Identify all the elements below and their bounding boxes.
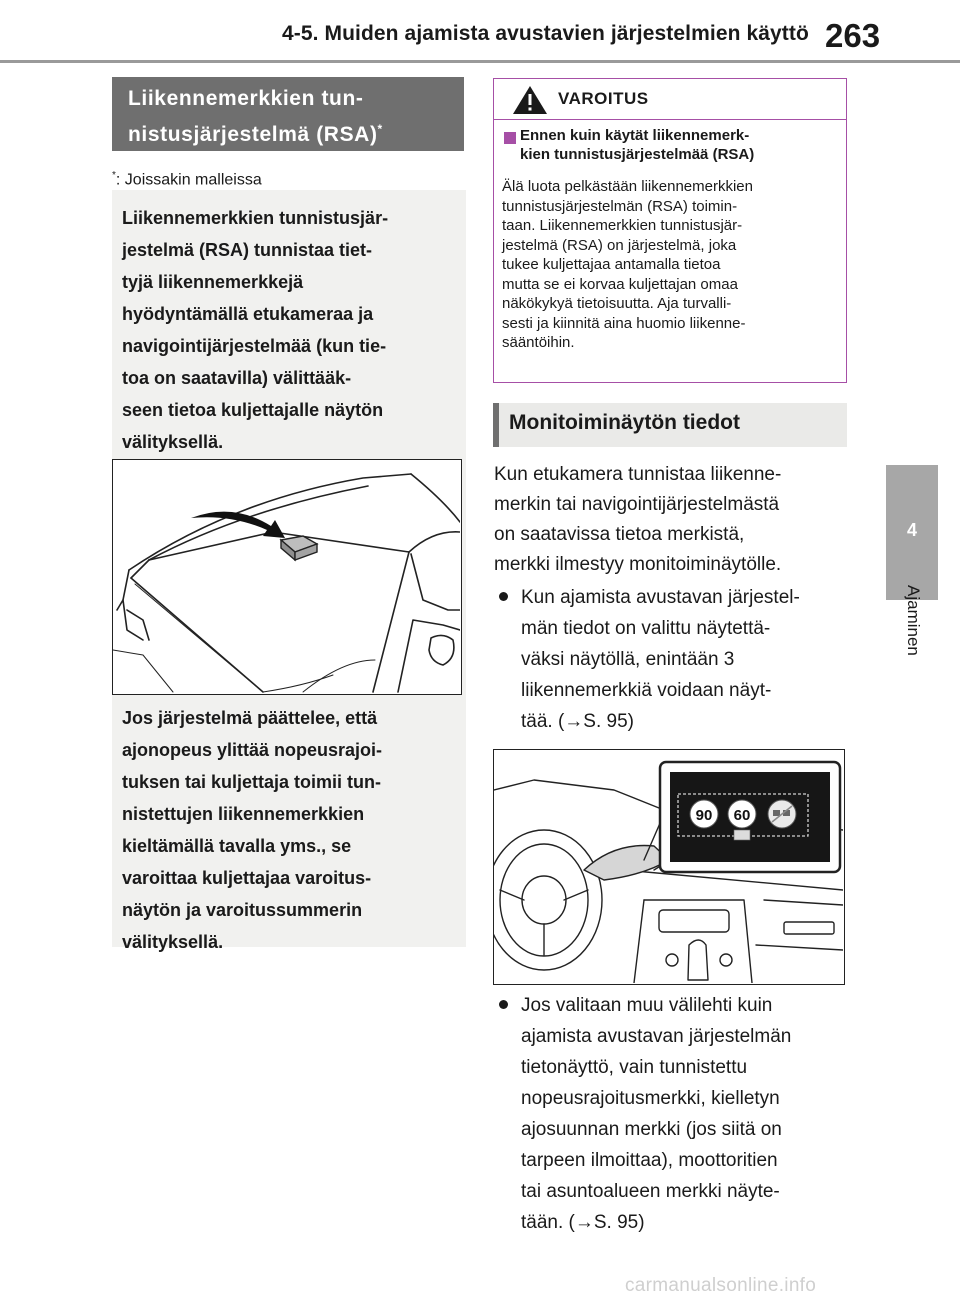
warning-triangle-icon — [512, 85, 548, 115]
info-heading-text: Monitoiminäytön tiedot — [509, 411, 740, 434]
chapter-number: 4 — [906, 520, 917, 540]
heading-footnote-mark: * — [377, 122, 383, 136]
bullet-text-1: Kun ajamista avustavan järjestel- män tiedot on valittu näytettä- väksi näytöllä, enintään 3 liikennemerkkiä voidaan näyt- tää. (→S. 95) — [521, 587, 800, 732]
chapter-label: Ajaminen — [904, 585, 923, 656]
warning-header — [494, 79, 846, 120]
intro-text: Liikennemerkkien tunnistusjär- jestelmä (RSA) tunnistaa tiet- tyjä liikennemerkkejä hyödyntämällä etukameraa ja navigointijärjestelmää (kun tie- toa on saatavilla) välittääk- seen tietoa kuljettajalle näytön välityksellä. — [122, 208, 389, 452]
warning-box — [493, 78, 847, 383]
dashboard-display-figure — [493, 749, 845, 985]
bullet-text-2: Jos valitaan muu välilehti kuin ajamista avustavan järjestelmän tietonäyttö, vain tunnistettu nopeusrajoitusmerkki, kielletyn ajosuunnan merkki (jos siitä on tarpeen ilmoittaa), moottoritien tai asuntoalueen merkki näyte- tään. (→S. 95) — [521, 995, 792, 1233]
section-heading-line1: Liikennemerkkien tun- — [128, 87, 364, 110]
windshield-camera-figure — [112, 459, 462, 695]
chapter-tab — [886, 465, 938, 600]
speed-sign-90: 90 — [695, 807, 713, 824]
display-callout — [660, 762, 840, 872]
header-title: 4-5. Muiden ajamista avustavien järjestelmien käyttö — [282, 22, 809, 45]
footnote — [112, 170, 262, 189]
info-heading — [493, 403, 847, 447]
footnote-mark: * — [112, 170, 116, 181]
warning-bullet-square — [504, 132, 516, 144]
bullet-dot — [499, 592, 508, 601]
info-heading-bar — [493, 403, 499, 447]
header-rule — [0, 60, 960, 63]
warning-title: VAROITUS — [558, 89, 649, 108]
warning-body: Älä luota pelkästään liikennemerkkien tunnistusjärjestelmän (RSA) toimin- taan. Liikennemerkkien tunnistusjär- jestelmä (RSA) on järjestelmä, joka tukee kuljettajaa antamalla tietoa mutta se ei korvaa kuljettajan omaa näkökykyä tietoisuutta. Aja turvalli- sesti ja kiinnitä aina huomio liikenne- sääntöihin. — [502, 178, 753, 351]
chapter-label-container — [893, 585, 933, 705]
page-number: 263 — [825, 17, 881, 54]
speed-sign-60: 60 — [733, 807, 751, 824]
section-heading — [112, 77, 464, 151]
watermark: carmanualsonline.info — [625, 1275, 817, 1296]
section-heading-line2: nistusjärjestelmä (RSA) — [128, 123, 378, 146]
windshield-illustration — [113, 460, 460, 693]
warning-behaviour-text: Jos järjestelmä päättelee, että ajonopeus ylittää nopeusrajoi- tuksen tai kuljettaja toimii tun- nistettujen liikennemerkkien kieltämällä tavalla yms., se varoittaa kuljettajaa varoitus- näytön ja varoitussummerin välityksellä. — [122, 708, 383, 952]
bullet-dot — [499, 1000, 508, 1009]
dashboard-illustration — [494, 750, 843, 983]
info-body: Kun etukamera tunnistaa liikenne- merkin tai navigointijärjestelmästä on saatavissa tietoa merkistä, merkki ilmestyy monitoiminäytölle. — [494, 464, 782, 575]
footnote-text: : Joissakin malleissa — [115, 171, 262, 189]
warning-subtitle: Ennen kuin käytät liikennemerk- kien tunnistusjärjestelmää (RSA) — [520, 127, 755, 163]
